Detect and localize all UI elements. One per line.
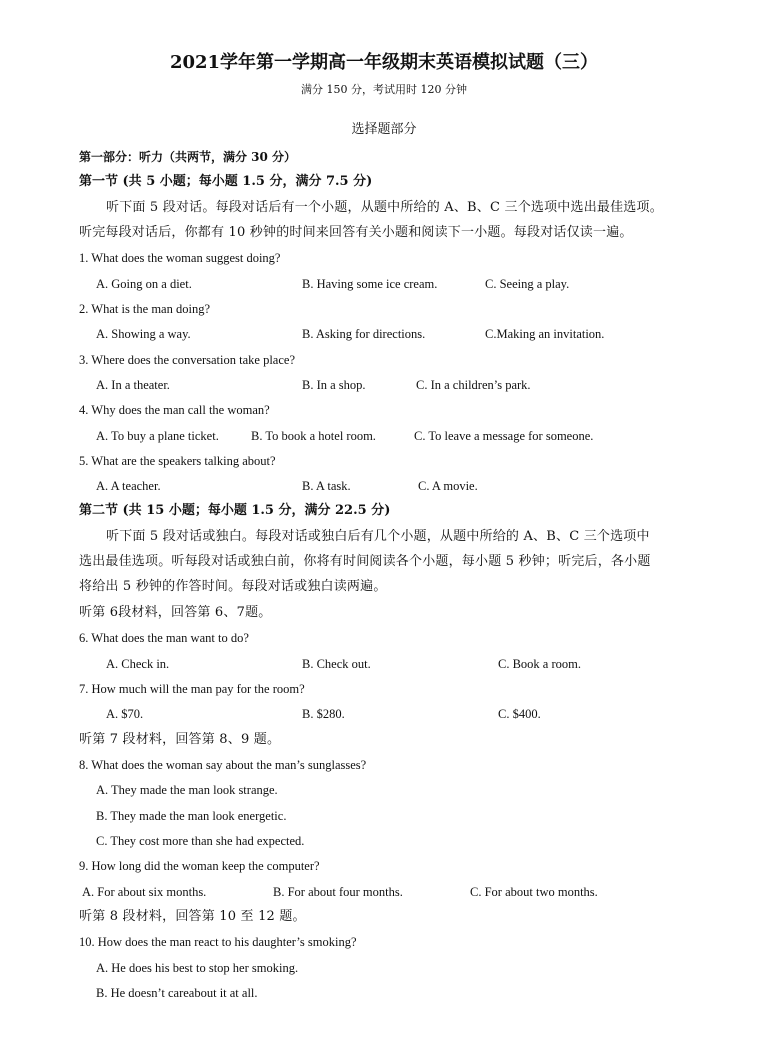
part1-heading: 第一部分：听力（共两节，满分 30 分） <box>79 150 297 164</box>
q10-option-a: A. He does his best to stop her smoking. <box>96 961 299 975</box>
q6-option-a: A. Check in. <box>106 657 170 671</box>
question-5: 5. What are the speakers talking about? <box>79 454 276 468</box>
q9-option-b: B. For about four months. <box>273 885 403 899</box>
q4-option-c: C. To leave a message for someone. <box>414 429 594 443</box>
q8-option-c: C. They cost more than she had expected. <box>96 834 305 848</box>
question-6: 6. What does the man want to do? <box>79 631 249 645</box>
q8-option-b: B. They made the man look energetic. <box>96 809 287 823</box>
q9-option-c: C. For about two months. <box>470 885 598 899</box>
section1-heading: 第一节 (共 5 小题；每小题 1.5 分，满分 7.5 分) <box>79 174 373 189</box>
q4-option-b: B. To book a hotel room. <box>251 429 376 443</box>
question-2: 2. What is the man doing? <box>79 302 210 316</box>
section2-instruction-2: 选出最佳选项。听每段对话或独白前，你将有时间阅读各个小题，每小题 5 秒钟；听完后，各小题 <box>79 554 651 569</box>
question-10: 10. How does the man react to his daughter’s smoking? <box>79 935 357 949</box>
q10-option-b: B. He doesn’t careabout it at all. <box>96 986 258 1000</box>
material-8-note: 听第 8 段材料，回答第 10 至 12 题。 <box>79 909 306 924</box>
section2-instruction-3: 将给出 5 秒钟的作答时间。每段对话或独白读两遍。 <box>79 579 387 594</box>
question-8: 8. What does the woman say about the man’s sunglasses? <box>79 758 367 772</box>
question-3: 3. Where does the conversation take place? <box>79 353 295 367</box>
section2-instruction-1: 听下面 5 段对话或独白。每段对话或独白后有几个小题，从题中所给的 A、B、C 三个选项中 <box>106 529 650 544</box>
page-subtitle: 满分 150 分，考试用时 120 分钟 <box>301 83 467 96</box>
q7-option-c: C. $400. <box>498 707 541 721</box>
q5-option-c: C. A movie. <box>418 479 478 493</box>
q7-option-b: B. $280. <box>302 707 345 721</box>
q3-option-c: C. In a children’s park. <box>416 378 531 392</box>
q8-option-a: A. They made the man look strange. <box>96 783 278 797</box>
page-title: 2021学年第一学期高一年级期末英语模拟试题（三） <box>169 52 599 73</box>
section1-instruction-2: 听完每段对话后，你都有 10 秒钟的时间来回答有关小题和阅读下一小题。每段对话仅读一遍。 <box>79 225 633 240</box>
q1-option-c: C. Seeing a play. <box>485 277 570 291</box>
question-7: 7. How much will the man pay for the room? <box>79 682 305 696</box>
question-4: 4. Why does the man call the woman? <box>79 403 270 417</box>
material-7-note: 听第 7 段材料，回答第 8、9 题。 <box>79 732 281 747</box>
q2-option-c: C.Making an invitation. <box>485 327 605 341</box>
section-heading: 选择题部分 <box>351 122 417 137</box>
question-9: 9. How long did the woman keep the computer? <box>79 859 320 873</box>
q3-option-a: A. In a theater. <box>96 378 170 392</box>
section1-instruction-1: 听下面 5 段对话。每段对话后有一个小题，从题中所给的 A、B、C 三个选项中选出最佳选项。 <box>106 200 663 215</box>
question-1: 1. What does the woman suggest doing? <box>79 251 281 265</box>
q6-option-c: C. Book a room. <box>498 657 581 671</box>
q9-option-a: A. For about six months. <box>82 885 207 899</box>
section2-heading: 第二节 (共 15 小题；每小题 1.5 分，满分 22.5 分) <box>79 503 391 518</box>
q1-option-a: A. Going on a diet. <box>96 277 192 291</box>
q6-option-b: B. Check out. <box>302 657 371 671</box>
material-6-note: 听第 6段材料，回答第 6、7题。 <box>79 605 272 620</box>
q3-option-b: B. In a shop. <box>302 378 366 392</box>
q1-option-b: B. Having some ice cream. <box>302 277 438 291</box>
q5-option-b: B. A task. <box>302 479 351 493</box>
q2-option-a: A. Showing a way. <box>96 327 191 341</box>
q7-option-a: A. $70. <box>106 707 144 721</box>
q4-option-a: A. To buy a plane ticket. <box>96 429 219 443</box>
q5-option-a: A. A teacher. <box>96 479 161 493</box>
q2-option-b: B. Asking for directions. <box>302 327 426 341</box>
